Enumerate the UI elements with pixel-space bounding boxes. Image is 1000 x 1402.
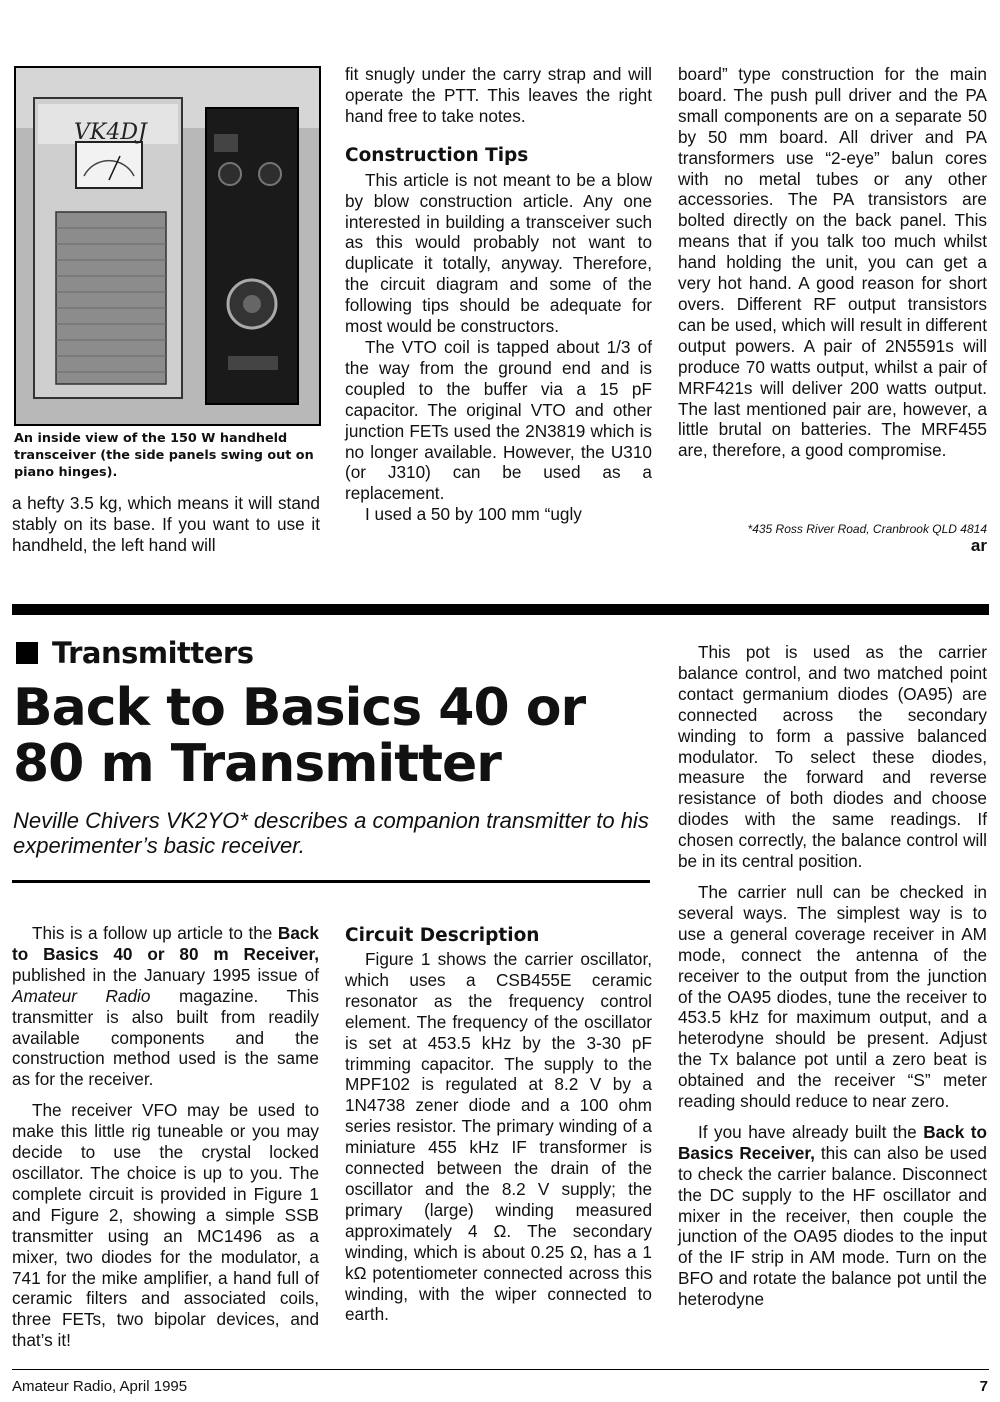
author-address: *435 Ross River Road, Cranbrook QLD 4814: [747, 522, 987, 536]
section-square-icon: [16, 642, 38, 664]
section-header: [16, 636, 254, 670]
receiver-reference-2: Back to Basics Receiver,: [678, 1121, 987, 1163]
photo-label: VK4DJ: [74, 120, 147, 145]
transceiver-photo: [14, 66, 321, 426]
top-col2-paragraph-2: The VTO coil is tapped about 1/3 of the way from the ground end and is coupled to the buffer via a 15 pF capacitor. The original VTO and other junction FETs used the 2N3819 which is no longer available. However, the U310 (or J310) can be used as a replacement.: [345, 336, 652, 504]
section-divider: [12, 604, 989, 615]
article-col3-paragraph-1: This pot is used as the carrier balance control, and two matched point contact germanium diodes (OA95) are connected across the secondary winding to form a passive balanced modulator. To select these diodes, measure the forward and reverse resistance of both diodes and choose diodes with the same readings. If chosen correctly, the balance control will be in its central position.: [678, 642, 987, 872]
article-col1: [12, 923, 319, 1351]
end-mark: ar: [970, 536, 987, 555]
receiver-reference: Back to Basics 40 or 80 m Receiver,: [12, 923, 319, 964]
article-lead: Neville Chivers VK2YO* describes a companion transmitter to his experimenter’s basic receiver.: [13, 808, 649, 858]
bfo-text-a: If you have already built the: [698, 1121, 924, 1142]
lead-rule: [12, 880, 650, 883]
top-col3-paragraph: board” type construction for the main board. The push pull driver and the PA small components are on a separate 50 by 50 mm board. All driver and PA transformers use “2-eye” balun cores with no metal tubes or any other accessories. The PA transistors are bolted directly on the back panel. This means that if you talk too much whilst hand holding the unit, you can get a very hot hand. A good reason for short overs. Different RF output transistors can be used, which will result in different output powers. A pair of 2N5591s will produce 70 watts output, whilst a pair of MRF421s will deliver 200 watts output. The last mentioned pair are, however, a little brutal on batteries. The MRF455 are, therefore, a good compromise.: [678, 64, 987, 461]
top-col2-intro: fit snugly under the carry strap and will operate the PTT. This leaves the right hand free to take notes.: [345, 64, 652, 126]
intro-text-a: This is a follow up article to the: [32, 923, 278, 943]
bfo-text-b: this can also be used to check the carrier balance. Disconnect the DC supply to the HF oscillator and mixer in the receiver, then couple the junction of the OA95 diodes to the input of the IF strip in AM mode. Turn on the BFO and rotate the balance pot until the heterodyne: [678, 1142, 987, 1310]
top-col2-paragraph-1: This article is not meant to be a blow by blow construction article. Any one interested in building a transceiver such as this would probably not want to duplicate it totally, anyway. Therefore, the circuit diagram and some of the following tips should be adequate for most would be constructors.: [345, 169, 652, 337]
footer-publication: Amateur Radio, April 1995: [12, 1378, 188, 1395]
article-col1-paragraph-2: The receiver VFO may be used to make this little rig tuneable or you may decide to use the crystal locked oscillator. The choice is up to you. The complete circuit is provided in Figure 1 and Figure 2, showing a simple SSB transmitter using an MC1496 as a mixer, two diodes for the modulator, a 741 for the mike amplifier, a hand full of ceramic filters and associated coils, three FETs, two bipolar devices, and that’s it!: [12, 1100, 319, 1351]
top-col2-paragraph-3: I used a 50 by 100 mm “ugly: [365, 504, 582, 525]
magazine-name: Amateur Radio: [12, 985, 151, 1006]
construction-tips-heading: Construction Tips: [345, 144, 529, 166]
article-col2-paragraph-1: Figure 1 shows the carrier oscillator, which uses a CSB455E ceramic resonator as the frequency control element. The frequency of the oscillator is set at 453.5 kHz by the 3-30 pF trimming capacitor. The supply to the MPF102 is regulated at 8.2 V by a 1N4738 zener diode and a 100 ohm series resistor. The primary winding of a miniature 455 kHz IF transformer is connected between the drain of the oscillator and the 8.2 V supply; the primary (large) winding measured approximately 4 Ω. The secondary winding, which is about 0.25 Ω, has a 1 kΩ potentiometer connected across this winding, with the wiper connected to earth.: [345, 949, 652, 1325]
intro-text-c: magazine. This transmitter is also built from readily available components and the construction method used is the same as for the receiver.: [12, 985, 319, 1090]
section-label: Transmitters: [52, 636, 254, 670]
transceiver-illustration: [16, 68, 319, 424]
article-col3-paragraph-3: [678, 1122, 987, 1310]
article-col3-paragraph-2: The carrier null can be checked in several ways. The simplest way is to use a general coverage receiver in AM mode, connect the antenna of the receiver to the output from the junction of the OA95 diodes, tune the receiver to 453.5 kHz for maximum output, and a heterodyne should be present. Adjust the Tx balance pot until a zero beat is obtained and the receiver “S” meter reading should reduce to near zero.: [678, 881, 987, 1112]
photo-caption: An inside view of the 150 W handheld transceiver (the side panels swing out on piano hinges).: [14, 431, 314, 480]
top-col2: [345, 64, 652, 525]
top-col1-paragraph: a hefty 3.5 kg, which means it will stand stably on its base. If you want to use it handheld, the left hand will: [12, 493, 320, 555]
title-line-2: 80 m Transmitter: [13, 734, 501, 794]
circuit-description-heading: Circuit Description: [345, 925, 540, 946]
top-col3: [678, 64, 987, 461]
article-col2: [345, 925, 652, 1325]
article-col1-paragraph-1: [12, 923, 319, 1090]
top-col1-text: [12, 493, 320, 556]
article-col3: [678, 642, 987, 1310]
article-title: [13, 680, 663, 792]
title-line-1: Back to Basics 40 or: [13, 678, 586, 738]
page-number: 7: [979, 1378, 988, 1395]
intro-text-b: published in the January 1995 issue of: [12, 964, 319, 985]
footer-rule: [12, 1369, 989, 1370]
